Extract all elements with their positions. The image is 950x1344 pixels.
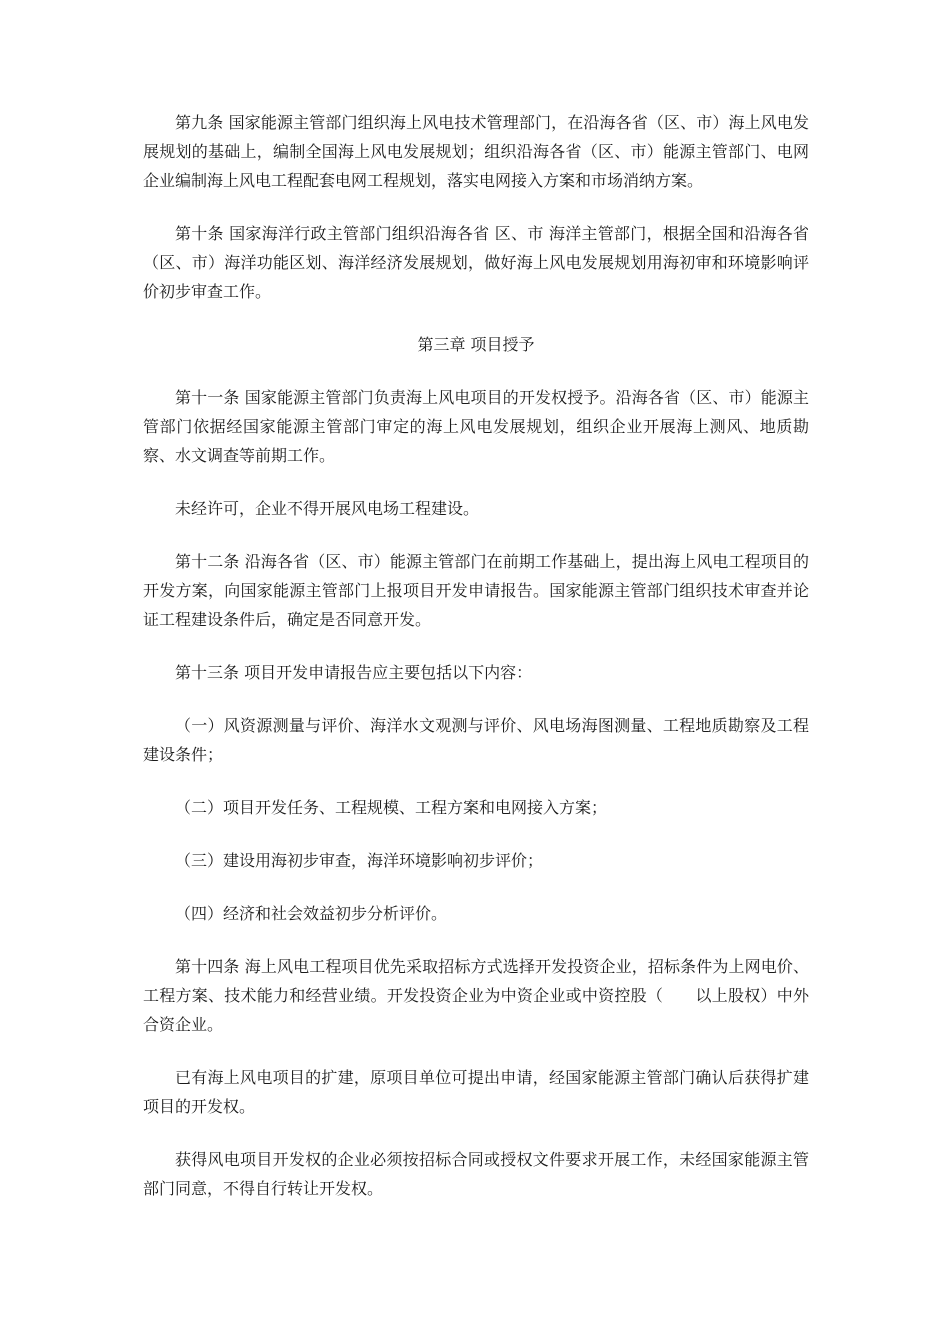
chapter-heading: 第三章 项目授予 xyxy=(417,335,535,354)
article-11-note: 未经许可，企业不得开展风电场工程建设。 xyxy=(175,499,480,518)
article-10: 第十条 国家海洋行政主管部门组织沿海各省 区、市 海洋主管部门，根据全国和沿海各省（区、市）海洋功能区划、海洋经济发展规划，做好海上风电发展规划用海初审和环境影响评价初步审查工作。 xyxy=(143,224,809,301)
article-14-part2: 以上股权）中外合资企业。 xyxy=(143,986,809,1034)
article-13: 第十三条 项目开发申请报告应主要包括以下内容： xyxy=(175,663,533,682)
article-14-expansion: 已有海上风电项目的扩建，原项目单位可提出申请，经国家能源主管部门确认后获得扩建项目的开发权。 xyxy=(143,1068,809,1116)
article-14-transfer: 获得风电项目开发权的企业必须按招标合同或授权文件要求开展工作，未经国家能源主管部门同意，不得自行转让开发权。 xyxy=(143,1150,809,1198)
article-12: 第十二条 沿海各省（区、市）能源主管部门在前期工作基础上，提出海上风电工程项目的开发方案，向国家能源主管部门上报项目开发申请报告。国家能源主管部门组织技术审查并论证工程建设条件后，确定是否同意开发。 xyxy=(143,552,809,629)
article-14 xyxy=(143,952,809,1039)
article-9: 第九条 国家能源主管部门组织海上风电技术管理部门，在沿海各省（区、市）海上风电发展规划的基础上，编制全国海上风电发展规划；组织沿海各省（区、市）能源主管部门、电网企业编制海上风电工程配套电网工程规划，落实电网接入方案和市场消纳方案。 xyxy=(143,113,809,190)
article-14-part1: 第十四条 海上风电工程项目优先采取招标方式选择开发投资企业，招标条件为上网电价、工程方案、技术能力和经营业绩。开发投资企业为中资企业或中资控股（ xyxy=(143,957,809,1005)
list-item-3: （三）建设用海初步审查，海洋环境影响初步评价； xyxy=(175,851,544,870)
list-item-4: （四）经济和社会效益初步分析评价。 xyxy=(175,904,448,923)
list-item-2: （二）项目开发任务、工程规模、工程方案和电网接入方案； xyxy=(175,798,608,817)
list-item-1: （一）风资源测量与评价、海洋水文观测与评价、风电场海图测量、工程地质勘察及工程建设条件； xyxy=(143,716,809,764)
article-11: 第十一条 国家能源主管部门负责海上风电项目的开发权授予。沿海各省（区、市）能源主管部门依据经国家能源主管部门审定的海上风电发展规划，组织企业开展海上测风、地质勘察、水文调查等前期工作。 xyxy=(143,388,809,465)
document-page xyxy=(143,108,809,1227)
